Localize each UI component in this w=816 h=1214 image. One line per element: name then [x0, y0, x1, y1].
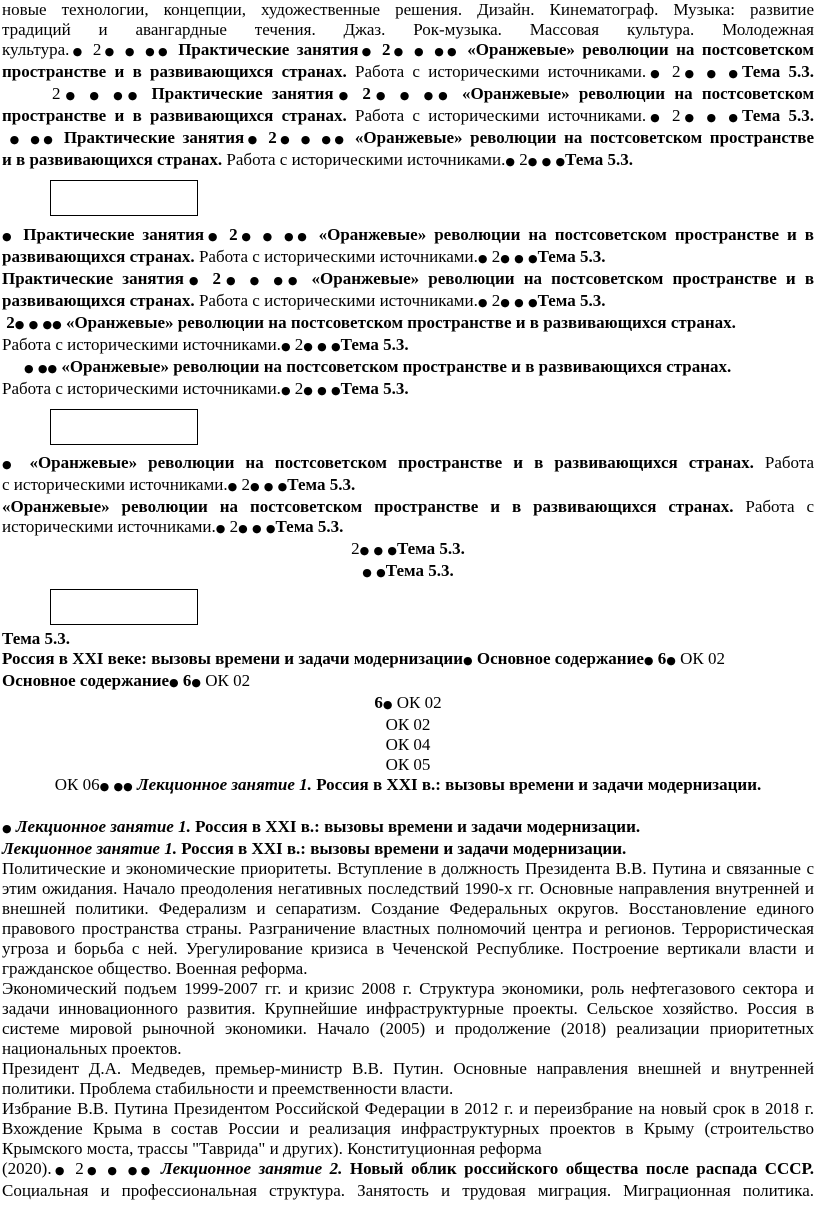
bullet-icon: ● [127, 89, 143, 102]
text-line: Тема 5.3. [2, 629, 70, 648]
bullet-icon: ● [113, 89, 128, 102]
text-line: Основное содержание● 6● ОК 02 [2, 671, 251, 690]
bullet-icon: ● [423, 89, 439, 102]
bullet-icon: ● [387, 544, 397, 557]
bullet-icon: ● [297, 230, 311, 243]
text-line: развивающихся странах. Работа с историческими источниками.● 2● ● ●Тема 5.3. [2, 291, 606, 310]
bullet-icon: ● [60, 89, 81, 102]
bullet-icon: ● [463, 654, 473, 667]
bullet-icon: ● [123, 780, 133, 793]
bullet-icon: ● [447, 45, 460, 58]
bullet-icon: ● [37, 362, 48, 375]
text-line: и в развивающихся странах. Работа с историческими источниками.● 2● ● ●Тема 5.3. [2, 150, 633, 169]
bullet-icon: ● [555, 155, 566, 168]
bullet-icon: ● [9, 133, 23, 146]
bullet-icon: ● [113, 780, 124, 793]
bullet-icon: ● [215, 522, 226, 535]
bullet-icon: ● [680, 67, 699, 80]
text-line: ОК 02 [385, 715, 431, 734]
bullet-icon: ● [263, 480, 274, 493]
text-line: ● ●Тема 5.3. [362, 561, 454, 580]
bullet-icon: ● [666, 654, 676, 667]
body-paragraph: Политические и экономические приоритеты. Вступление в должность Президента В.В. Путина и связанные с этим ожидания. Начало преодоления негативных последствий 1990-х гг. Основные направления внутренней и внешней политики. Федерализм и сепаратизм. Создание Федеральных округов. Восстановление единого правового пространства страны. Разграничение властных полномочий центра и регионов. Террористическая угроза и борьба с ней. Урегулирование кризиса в Чеченской Республике. Построение вертикали власти и гражданское общество. Военная реформа. [2, 859, 814, 978]
bullet-icon: ● [221, 274, 241, 287]
bullet-icon: ● [438, 89, 453, 102]
text-line: ОК 05 [385, 755, 431, 774]
bullet-icon: ● [238, 522, 248, 535]
bullet-icon: ● [280, 340, 291, 353]
bullet-icon: ● [107, 1164, 121, 1177]
bullet-icon: ● [101, 45, 118, 58]
text-line: традиций и авангардные течения. Джаз. Рок-музыка. Массовая культура. Молодежная [2, 20, 814, 39]
bullet-icon: ● [30, 133, 44, 146]
bullet-icon: ● [183, 274, 204, 287]
text-line: (2020).● 2● ● ●● Лекционное занятие 2. Новый облик российского общества после распада СССР. [2, 1159, 815, 1178]
bullet-icon: ● [331, 340, 341, 353]
text-line: культура.● 2● ● ●● Практические занятия● 2● ● ●● «Оранжевые» революции на постсоветском [2, 40, 815, 59]
bullet-icon: ● [500, 252, 510, 265]
text-line: Работа с историческими источниками.● 2● ● ●Тема 5.3. [2, 379, 409, 398]
bullet-icon: ● [300, 133, 314, 146]
bullet-icon: ● [477, 296, 488, 309]
text-line: развивающихся странах. Работа с историческими источниками.● 2● ● ●Тема 5.3. [2, 247, 606, 266]
text-line: ● ●● Практические занятия● 2● ● ●● «Оранжевые» революции на постсоветском пространстве [9, 128, 815, 147]
bullet-icon: ● [157, 45, 171, 58]
bullet-icon: ● [527, 252, 538, 265]
bullet-icon: ● [514, 296, 524, 309]
bullet-icon: ● [124, 45, 138, 58]
text-line: Практические занятия● 2● ● ●● «Оранжевые» революции на постсоветском пространстве и в [2, 269, 815, 288]
bullet-icon: ● [527, 155, 538, 168]
bullet-icon: ● [399, 89, 415, 102]
empty-table-cell [50, 409, 198, 445]
bullet-icon: ● [477, 252, 488, 265]
bullet-icon: ● [317, 340, 327, 353]
text-line: с историческими источниками.● 2● ● ●Тема 5.3. [2, 475, 356, 494]
bullet-icon: ● [2, 822, 12, 835]
text-line: историческими источниками.● 2● ● ●Тема 5.3. [2, 517, 344, 536]
text-line: 6● ОК 02 [374, 693, 442, 712]
bullet-icon: ● [169, 676, 179, 689]
bullet-icon: ● [14, 318, 25, 331]
bullet-icon: ● [2, 458, 19, 471]
bullet-icon: ● [373, 544, 384, 557]
bullet-icon: ● [434, 45, 448, 58]
bullet-icon: ● [413, 45, 427, 58]
text-line: новые технологии, концепции, художественные решения. Дизайн. Кинематограф. Музыка: развитие [2, 0, 814, 19]
bullet-icon: ● [265, 522, 276, 535]
empty-table-cell [50, 589, 198, 625]
bullet-icon: ● [321, 133, 335, 146]
bullet-icon: ● [331, 384, 341, 397]
text-line: ● Лекционное занятие 1. Россия в XXI в.: вызовы времени и задачи модернизации. [2, 817, 641, 836]
text-line: 2● ● ●● «Оранжевые» революции на постсоветском пространстве и в развивающихся странах. [6, 313, 736, 332]
text-line: ОК 04 [385, 735, 431, 754]
bullet-icon: ● [646, 67, 664, 80]
bullet-icon: ● [333, 89, 354, 102]
bullet-icon: ● [52, 318, 62, 331]
bullet-icon: ● [83, 1164, 100, 1177]
bullet-icon: ● [514, 252, 524, 265]
bullet-icon: ● [370, 89, 391, 102]
body-paragraph: Избрание В.В. Путина Президентом Российской Федерации в 2012 г. и переизбрание на новый срок в 2018 г. Вхождение Крыма в состав России и реализация инфраструктурных проектов в Крыму (строительство Крымского моста, трассы "Таврида" и других). Конституционная реформа [2, 1099, 814, 1158]
bullet-icon: ● [541, 155, 552, 168]
bullet-icon: ● [358, 45, 375, 58]
bullet-icon: ● [43, 133, 57, 146]
bullet-icon: ● [287, 274, 303, 287]
bullet-icon: ● [303, 384, 313, 397]
text-line: пространстве и в развивающихся странах. Работа с историческими источниками.● 2● ● ●Тема 5.3. [2, 106, 815, 125]
bullet-icon: ● [127, 1164, 141, 1177]
bullet-icon: ● [643, 654, 654, 667]
bullet-icon: ● [204, 230, 222, 243]
bullet-icon: ● [47, 362, 58, 375]
bullet-icon: ● [376, 566, 386, 579]
bullet-icon: ● [706, 67, 721, 80]
bullet-icon: ● [317, 384, 327, 397]
bullet-icon: ● [359, 544, 370, 557]
bullet-icon: ● [680, 111, 699, 124]
empty-table-cell [50, 180, 198, 216]
bullet-icon: ● [191, 676, 201, 689]
bullet-icon: ● [362, 566, 372, 579]
text-line: 2● ● ●● Практические занятия● 2● ● ●● «Оранжевые» революции на постсоветском [52, 84, 815, 103]
text-line: ● «Оранжевые» революции на постсоветском пространстве и в развивающихся странах. Работа [2, 453, 815, 472]
bullet-icon: ● [145, 45, 158, 58]
bullet-icon: ● [646, 111, 664, 124]
body-paragraph: Экономический подъем 1999-2007 гг. и кризис 2008 г. Структура экономики, роль нефтегазового сектора и задачи инновационного развития. Крупнейшие инфраструктурные проекты. Сельское хозяйство. Россия в системе мировой рыночной экономики. Начало (2005) и продолжение (2018) реализации приоритетных национальных проектов. [2, 979, 814, 1058]
bullet-icon: ● [500, 296, 510, 309]
bullet-icon: ● [334, 133, 348, 146]
bullet-icon: ● [706, 111, 721, 124]
bullet-icon: ● [244, 133, 261, 146]
bullet-icon: ● [227, 480, 238, 493]
bullet-icon: ● [390, 45, 407, 58]
bullet-icon: ● [527, 296, 538, 309]
bullet-icon: ● [273, 274, 288, 287]
body-paragraph: Президент Д.А. Медведев, премьер-министр В.В. Путин. Основные направления внешней и внутренней политики. Проблема стабильности и преемственности власти. [2, 1059, 814, 1098]
text-line: Социальная и профессиональная структура. Занятость и трудовая миграция. Миграционная политика. [2, 1181, 814, 1200]
bullet-icon: ● [24, 362, 34, 375]
text-line: Лекционное занятие 1. Россия в XXI в.: вызовы времени и задачи модернизации. [2, 839, 627, 858]
bullet-icon: ● [505, 155, 515, 168]
bullet-icon: ● [252, 522, 262, 535]
bullet-icon: ● [728, 67, 743, 80]
bullet-icon: ● [262, 230, 276, 243]
bullet-icon: ● [728, 111, 743, 124]
text-line: ● Практические занятия● 2● ● ●● «Оранжевые» революции на постсоветском пространстве и в [2, 225, 814, 244]
bullet-icon: ● [237, 230, 255, 243]
bullet-icon: ● [280, 384, 291, 397]
text-line: «Оранжевые» революции на постсоветском пространстве и в развивающихся странах. Работа с [2, 497, 814, 516]
text-line: ОК 06● ●● Лекционное занятие 1. Россия в XXI в.: вызовы времени и задачи модернизации. [54, 775, 762, 794]
text-line: ● ●● «Оранжевые» революции на постсоветском пространстве и в развивающихся странах. [24, 357, 732, 376]
text-line: пространстве и в развивающихся странах. Работа с историческими источниками.● 2● ● ●Тема 5.3. [2, 62, 815, 81]
bullet-icon: ● [28, 318, 39, 331]
bullet-icon: ● [283, 230, 298, 243]
bullet-icon: ● [69, 45, 86, 58]
bullet-icon: ● [303, 340, 313, 353]
bullet-icon: ● [89, 89, 104, 102]
bullet-icon: ● [99, 780, 110, 793]
text-line: 2● ● ●Тема 5.3. [351, 539, 465, 558]
bullet-icon: ● [382, 698, 393, 711]
text-line: Россия в XXI веке: вызовы времени и задачи модернизации● Основное содержание● 6● ОК 02 [2, 649, 725, 668]
bullet-icon: ● [140, 1164, 154, 1177]
bullet-icon: ● [276, 133, 294, 146]
text-line: Работа с историческими источниками.● 2● ● ●Тема 5.3. [2, 335, 409, 354]
bullet-icon: ● [42, 318, 53, 331]
bullet-icon: ● [51, 1164, 68, 1177]
bullet-icon: ● [249, 274, 265, 287]
bullet-icon: ● [249, 480, 260, 493]
bullet-icon: ● [2, 230, 16, 243]
bullet-icon: ● [277, 480, 288, 493]
